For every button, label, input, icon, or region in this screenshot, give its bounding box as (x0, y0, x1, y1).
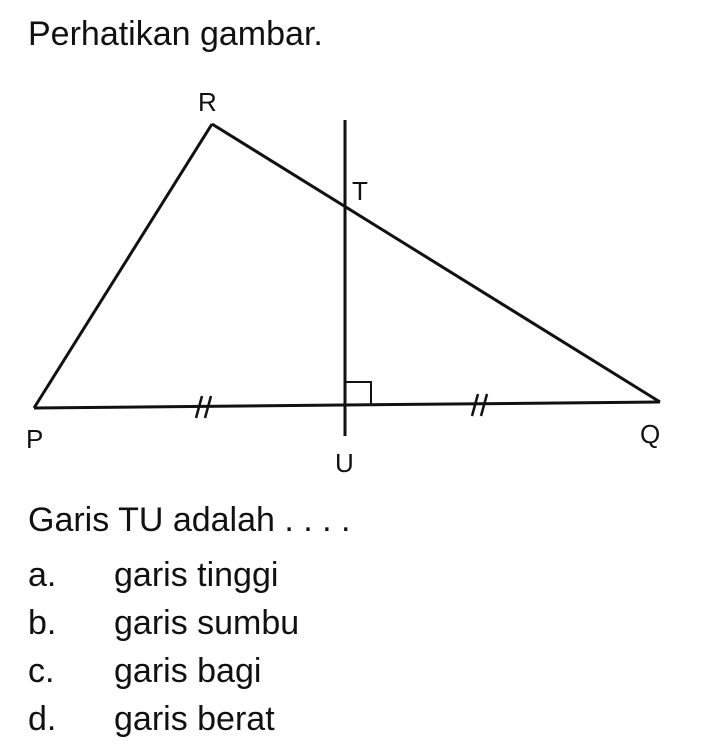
option-b[interactable] (28, 600, 299, 648)
vertex-label-Q: Q (640, 419, 661, 449)
option-letter: d. (28, 700, 57, 738)
vertex-label-U: U (335, 448, 354, 478)
option-letter: a. (28, 556, 57, 594)
option-d[interactable] (28, 696, 299, 744)
right-angle-marker (345, 382, 371, 405)
option-letter: c. (28, 652, 55, 690)
instruction-text: Perhatikan gambar. (28, 15, 323, 53)
question-text: Garis TU adalah . . . . (28, 501, 351, 539)
vertex-label-T: T (352, 176, 368, 206)
option-letter: b. (28, 604, 57, 642)
option-c[interactable] (28, 648, 299, 696)
vertex-label-R: R (198, 87, 217, 117)
vertex-label-P: P (26, 424, 44, 454)
option-a[interactable] (28, 552, 299, 600)
answer-options (28, 552, 299, 744)
option-text: garis bagi (114, 652, 262, 690)
side-PQ (34, 402, 660, 408)
side-RQ (212, 124, 660, 402)
option-text: garis berat (114, 700, 275, 738)
option-text: garis sumbu (114, 604, 300, 642)
option-text: garis tinggi (114, 556, 279, 594)
side-PR (34, 124, 212, 408)
